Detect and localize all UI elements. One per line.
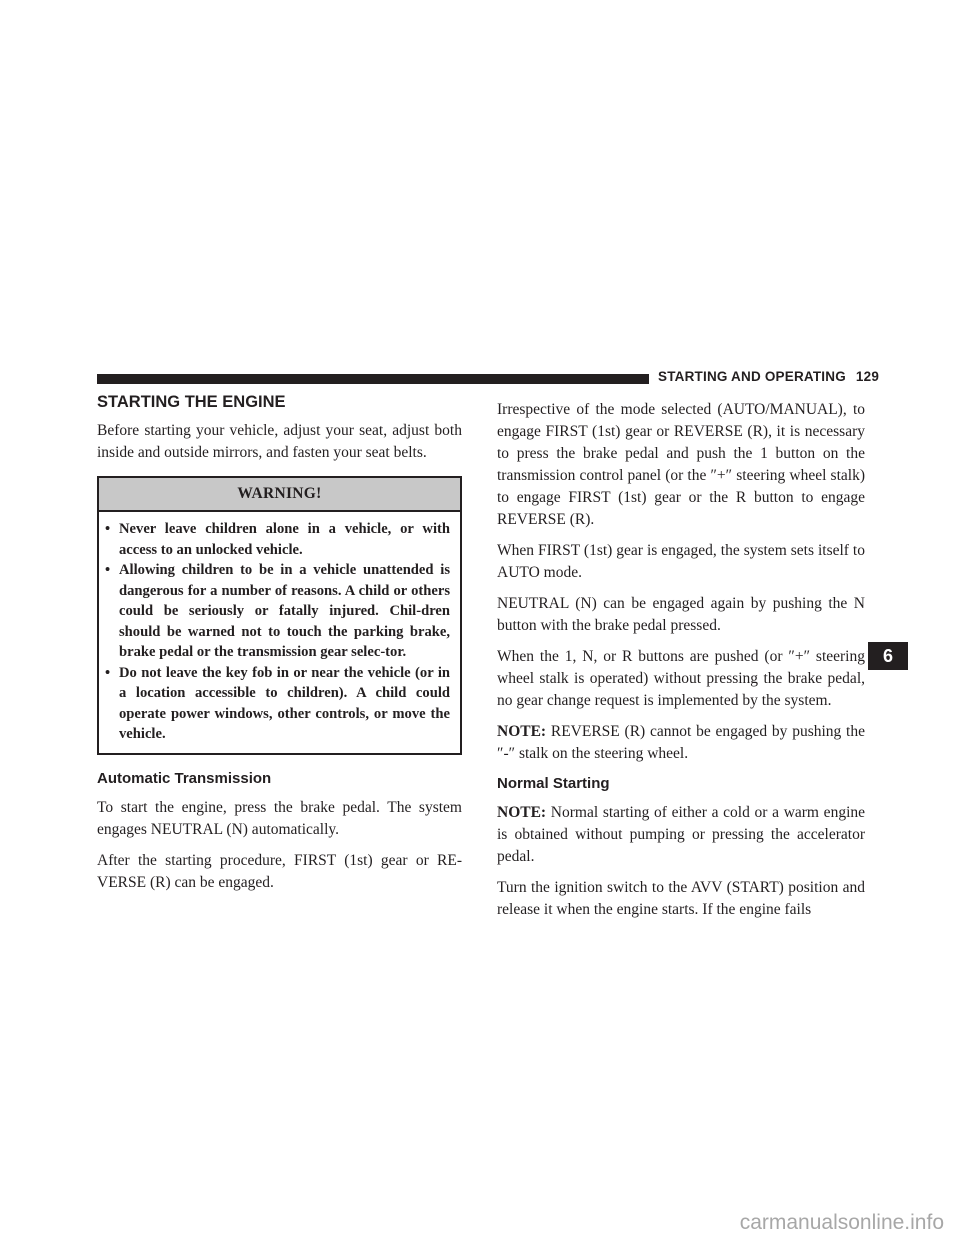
header-rule: [97, 374, 649, 384]
note-paragraph: [497, 802, 865, 868]
page-number: 129: [855, 369, 880, 384]
body-paragraph: After the starting procedure, FIRST (1st) gear or RE-VERSE (R) can be engaged.: [97, 851, 462, 891]
running-header: [658, 369, 880, 384]
warning-item: [105, 519, 450, 560]
right-column: [497, 399, 865, 930]
bullet-icon: •: [105, 562, 111, 578]
warning-item: [105, 663, 450, 745]
body-paragraph: To start the engine, press the brake pedal. The system engages NEUTRAL (N) automatically.: [97, 798, 462, 838]
note-text: REVERSE (R) cannot be engaged by pushing the ″-″ stalk on the steering wheel.: [497, 723, 865, 762]
bullet-icon: •: [105, 521, 111, 537]
body-paragraph: NEUTRAL (N) can be engaged again by pushing the N button with the brake pedal pressed.: [497, 595, 865, 634]
note-paragraph: [497, 721, 865, 765]
section-title: STARTING THE ENGINE: [97, 393, 286, 411]
warning-box: [97, 476, 462, 755]
watermark: carmanualsonline.info: [739, 1211, 944, 1234]
warning-item: [105, 560, 450, 663]
body-paragraph: Turn the ignition switch to the AVV (START) position and release it when the engine starts. If the engine fails: [497, 879, 865, 918]
warning-list: [99, 512, 460, 753]
warning-heading: WARNING!: [99, 478, 460, 512]
warning-item-text: Allowing children to be in a vehicle unattended is dangerous for a number of reasons. A child or others could be seriously or fatally injured. Chil-dren should be warned not to touch the parking brake, brake pedal or the transmission gear selec-tor.: [119, 562, 450, 660]
note-label: NOTE:: [497, 804, 547, 821]
body-paragraph: When the 1, N, or R buttons are pushed (or ″+″ steering wheel stalk is operated) without pressing the brake pedal, no gear change request is implemented by the system.: [497, 648, 865, 709]
body-paragraph: When FIRST (1st) gear is engaged, the system sets itself to AUTO mode.: [497, 542, 865, 581]
note-text: Normal starting of either a cold or a warm engine is obtained without pumping or pressing the accelerator pedal.: [497, 804, 865, 865]
warning-item-text: Do not leave the key fob in or near the vehicle (or in a location accessible to children). A child could operate power windows, other controls, or move the vehicle.: [119, 664, 450, 742]
bullet-icon: •: [105, 664, 111, 681]
body-paragraph: Irrespective of the mode selected (AUTO/MANUAL), to engage FIRST (1st) gear or REVERSE (R), it is necessary to press the brake pedal and push the 1 button on the transmission control panel (or the ″+″ steering wheel stalk) to engage FIRST (1st) gear or the R button to engage REVERSE (R).: [497, 401, 865, 528]
warning-item-text: Never leave children alone in a vehicle, or with access to an unlocked vehicle.: [119, 521, 450, 558]
subsection-title: Normal Starting: [497, 775, 610, 792]
section-name: STARTING AND OPERATING: [658, 369, 846, 384]
chapter-tab: 6: [868, 642, 908, 670]
intro-paragraph: Before starting your vehicle, adjust your seat, adjust both inside and outside mirrors, and fasten your seat belts.: [97, 422, 462, 461]
subsection-title: Automatic Transmission: [97, 769, 272, 787]
left-column: [97, 392, 462, 903]
note-label: NOTE:: [497, 723, 547, 740]
